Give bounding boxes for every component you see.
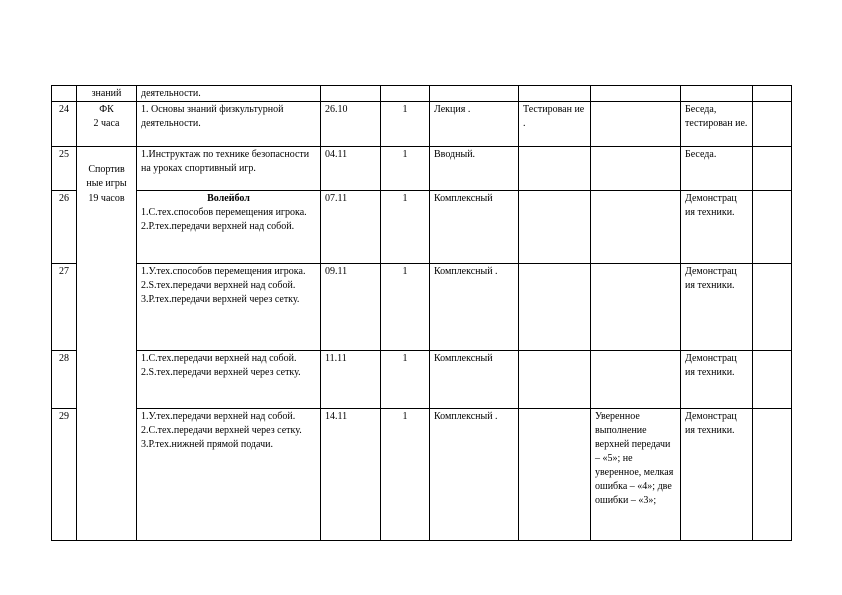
section-cell: знаний: [77, 86, 137, 102]
hours-cell: 1: [381, 264, 430, 351]
content-cell: 1.У.тех.передачи верхней над собой. 2.С.тех.передачи верхней через сетку. 3.Р.тех.нижней прямой подачи.: [137, 409, 321, 541]
content-cell: 1.У.тех.способов перемещения игрока. 2.S.тех.передачи верхней над собой. 3.Р.тех.передачи верхней через сетку.: [137, 264, 321, 351]
method-cell: Демонстрац ия техники.: [681, 409, 753, 541]
num-cell: [52, 86, 77, 102]
method-cell: Демонстрац ия техники.: [681, 351, 753, 409]
num-cell: 25: [52, 147, 77, 191]
section-cell: 19 часов: [77, 191, 137, 541]
table-row: [52, 409, 792, 541]
method-cell: Беседа.: [681, 147, 753, 191]
num-cell: 29: [52, 409, 77, 541]
hours-cell: 1: [381, 351, 430, 409]
section-cell: ФК 2 часа: [77, 102, 137, 147]
table-row: [52, 147, 792, 191]
method-cell: Демонстрац ия техники.: [681, 191, 753, 264]
content-cell: 1.Инструктаж по технике безопасности на уроках спортивный игр.: [137, 147, 321, 191]
date-cell: 04.11: [321, 147, 381, 191]
lesson-plan-table: [51, 85, 792, 541]
hours-cell: 1: [381, 102, 430, 147]
hours-cell: 1: [381, 409, 430, 541]
date-cell: 09.11: [321, 264, 381, 351]
date-cell: 07.11: [321, 191, 381, 264]
method-cell: Беседа, тестирован ие.: [681, 102, 753, 147]
num-cell: 24: [52, 102, 77, 147]
table-row: [52, 351, 792, 409]
num-cell: 28: [52, 351, 77, 409]
table-row: [52, 191, 792, 264]
table-row: [52, 102, 792, 147]
date-cell: 14.11: [321, 409, 381, 541]
date-cell: 11.11: [321, 351, 381, 409]
hours-cell: 1: [381, 191, 430, 264]
table-row: [52, 86, 792, 102]
sport-heading: Волейбол: [207, 193, 250, 204]
content-cell: деятельности.: [137, 86, 321, 102]
content-cell: 1.С.тех.передачи верхней над собой. 2.S.тех.передачи верхней через сетку.: [137, 351, 321, 409]
method-cell: Демонстрац ия техники.: [681, 264, 753, 351]
section-cell: Спортив ные игры: [77, 147, 137, 191]
content-cell: 1. Основы знаний физкультурной деятельности.: [137, 102, 321, 147]
criteria-cell: [591, 102, 681, 147]
lesson-type-cell: Комплексный .: [430, 409, 519, 541]
date-cell: 26.10: [321, 102, 381, 147]
table-row: [52, 264, 792, 351]
control-cell: Тестирован ие .: [519, 102, 591, 147]
hours-cell: 1: [381, 147, 430, 191]
lesson-type-cell: Комплексный: [430, 351, 519, 409]
lesson-type-cell: Вводный.: [430, 147, 519, 191]
num-cell: 26: [52, 191, 77, 264]
num-cell: 27: [52, 264, 77, 351]
criteria-cell: Уверенное выполнение верхней передачи – «5»; не уверенное, мелкая ошибка – «4»; две ошибки – «3»;: [591, 409, 681, 541]
content-cell: Волейбол 1.С.тех.способов перемещения игрока. 2.Р.тех.передачи верхней над собой.: [137, 191, 321, 264]
lesson-type-cell: Комплексный .: [430, 264, 519, 351]
lesson-type-cell: Комплексный: [430, 191, 519, 264]
lesson-type-cell: Лекция .: [430, 102, 519, 147]
